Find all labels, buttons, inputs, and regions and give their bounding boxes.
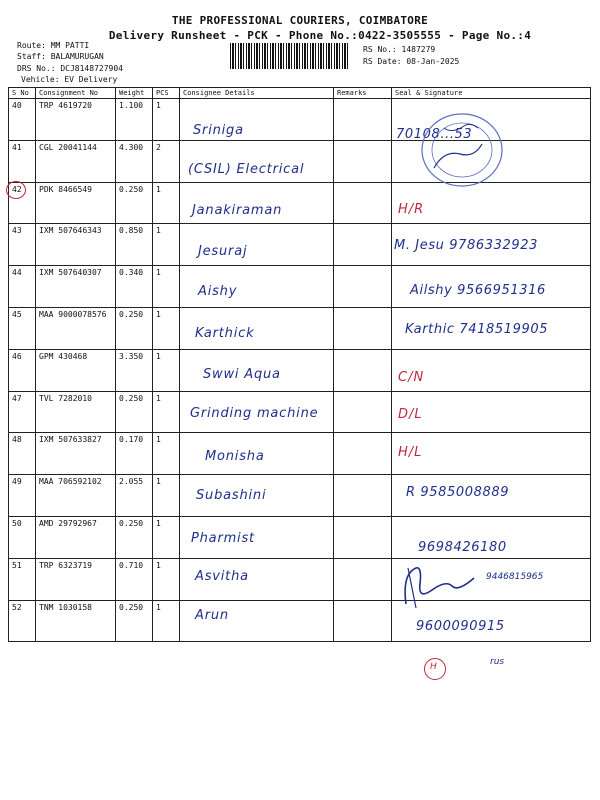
weight-cell: 0.250 xyxy=(119,518,144,528)
sno-cell: 46 xyxy=(12,351,22,361)
seal-handwriting: C/N xyxy=(398,370,425,385)
table-row xyxy=(9,349,591,391)
weight-cell: 0.250 xyxy=(119,602,144,612)
seal-handwriting: D/L xyxy=(398,407,423,422)
weight-cell: 0.250 xyxy=(119,309,144,319)
vehicle-label: Vehicle: EV Delivery xyxy=(21,75,118,84)
route-label: Route: MM PATTI xyxy=(17,41,90,50)
sno-cell: 41 xyxy=(12,142,22,152)
consignment-cell: GPM 430468 xyxy=(39,351,88,361)
consignment-cell: MAA 9000078576 xyxy=(39,309,107,319)
pcs-cell: 1 xyxy=(156,602,161,612)
weight-cell: 0.340 xyxy=(119,268,144,278)
seal-handwriting: 9600090915 xyxy=(416,619,505,634)
sno-cell: 50 xyxy=(12,518,22,528)
col-seal: Seal & Signature xyxy=(392,88,591,99)
stamp-circle xyxy=(416,108,508,192)
weight-cell: 0.170 xyxy=(119,435,144,445)
seal-handwriting: H/R xyxy=(398,202,425,217)
weight-cell: 4.300 xyxy=(119,142,144,152)
consignment-cell: PDK 8466549 xyxy=(39,184,92,194)
drs-label: DRS No.: DCJ8148727904 xyxy=(17,64,123,73)
row-42-circle xyxy=(6,181,26,199)
consignment-cell: TNM 1030158 xyxy=(39,602,92,612)
pcs-cell: 2 xyxy=(156,142,161,152)
consignment-cell: TRP 6323719 xyxy=(39,560,92,570)
pcs-cell: 1 xyxy=(156,101,161,110)
pcs-cell: 1 xyxy=(156,393,161,403)
consignee-handwriting: Subashini xyxy=(196,488,267,503)
consignment-cell: TVL 7282010 xyxy=(39,393,92,403)
sno-cell: 47 xyxy=(12,393,22,403)
consignment-cell: IXM 507646343 xyxy=(39,226,102,236)
company-title: THE PROFESSIONAL COURIERS, COIMBATORE xyxy=(171,14,429,27)
consignee-handwriting: Pharmist xyxy=(191,531,255,546)
seal-handwriting: Karthic 7418519905 xyxy=(405,322,549,337)
footer-note: rus xyxy=(490,657,505,667)
weight-cell: 0.710 xyxy=(119,560,144,570)
consignment-cell: IXM 507633827 xyxy=(39,435,102,445)
col-consignment: Consignment No xyxy=(36,88,116,99)
consignee-handwriting: Arun xyxy=(195,608,229,623)
rs-number: RS No.: 1487279 xyxy=(363,45,436,54)
sno-cell: 51 xyxy=(12,560,22,570)
pcs-cell: 1 xyxy=(156,309,161,319)
pcs-cell: 1 xyxy=(156,477,161,487)
pcs-cell: 1 xyxy=(156,226,161,236)
seal-handwriting: 9698426180 xyxy=(418,540,507,555)
consignee-handwriting: Sriniga xyxy=(193,123,244,138)
seal-handwriting: H/L xyxy=(398,445,423,460)
col-weight: Weight xyxy=(116,88,153,99)
weight-cell: 2.055 xyxy=(119,477,144,487)
seal-handwriting: 70108...53 xyxy=(396,127,473,142)
weight-cell: 0.250 xyxy=(119,393,144,403)
table-row xyxy=(9,433,591,475)
consignment-cell: TRP 4619720 xyxy=(39,101,92,110)
staff-label: Staff: BALAMURUGAN xyxy=(17,52,104,61)
sno-cell: 49 xyxy=(12,477,22,487)
col-consignee: Consignee Details xyxy=(180,88,334,99)
pcs-cell: 1 xyxy=(156,268,161,278)
consignee-handwriting: Grinding machine xyxy=(190,406,319,421)
sno-cell: 42 xyxy=(12,184,22,194)
pcs-cell: 1 xyxy=(156,435,161,445)
pcs-cell: 1 xyxy=(156,351,161,361)
sno-cell: 48 xyxy=(12,435,22,445)
pcs-cell: 1 xyxy=(156,518,161,528)
sno-cell: 44 xyxy=(12,268,22,278)
weight-cell: 0.250 xyxy=(119,184,144,194)
sno-cell: 52 xyxy=(12,602,22,612)
weight-cell: 0.850 xyxy=(119,226,144,236)
consignee-handwriting: (CSIL) Electrical xyxy=(188,162,305,177)
consignee-handwriting: Karthick xyxy=(195,326,255,341)
seal-handwriting: M. Jesu 9786332923 xyxy=(394,238,538,253)
consignment-cell: IXM 507640307 xyxy=(39,268,102,278)
footer-mark: H xyxy=(430,662,437,672)
consignment-cell: MAA 706592102 xyxy=(39,477,102,487)
col-remarks: Remarks xyxy=(334,88,392,99)
seal-handwriting: R 9585008889 xyxy=(406,485,510,500)
consignee-handwriting: Swwi Aqua xyxy=(203,367,281,382)
signature-scribble xyxy=(398,558,478,614)
sno-cell: 45 xyxy=(12,309,22,319)
barcode xyxy=(230,43,350,69)
sno-cell: 43 xyxy=(12,226,22,236)
consignment-cell: CGL 20041144 xyxy=(39,142,97,152)
table-header-row xyxy=(9,88,591,99)
runsheet-title: Delivery Runsheet - PCK - Phone No.:0422-3505555 - Page No.:4 xyxy=(108,29,532,42)
weight-cell: 3.350 xyxy=(119,351,144,361)
seal-handwriting: Ailshy 9566951316 xyxy=(410,283,546,298)
sno-cell: 40 xyxy=(12,101,22,110)
pcs-cell: 1 xyxy=(156,560,161,570)
consignment-cell: AMD 29792967 xyxy=(39,518,97,528)
col-pcs: PCS xyxy=(153,88,180,99)
consignee-handwriting: Asvitha xyxy=(195,569,249,584)
col-sno: S No xyxy=(9,88,36,99)
weight-cell: 1.100 xyxy=(119,101,144,110)
consignee-handwriting: Janakiraman xyxy=(192,203,283,218)
seal-handwriting: 9446815965 xyxy=(486,572,544,582)
consignee-handwriting: Aishy xyxy=(198,284,238,299)
consignee-handwriting: Monisha xyxy=(205,449,265,464)
rs-date: RS Date: 08-Jan-2025 xyxy=(363,57,460,66)
consignee-handwriting: Jesuraj xyxy=(198,244,248,259)
pcs-cell: 1 xyxy=(156,184,161,194)
